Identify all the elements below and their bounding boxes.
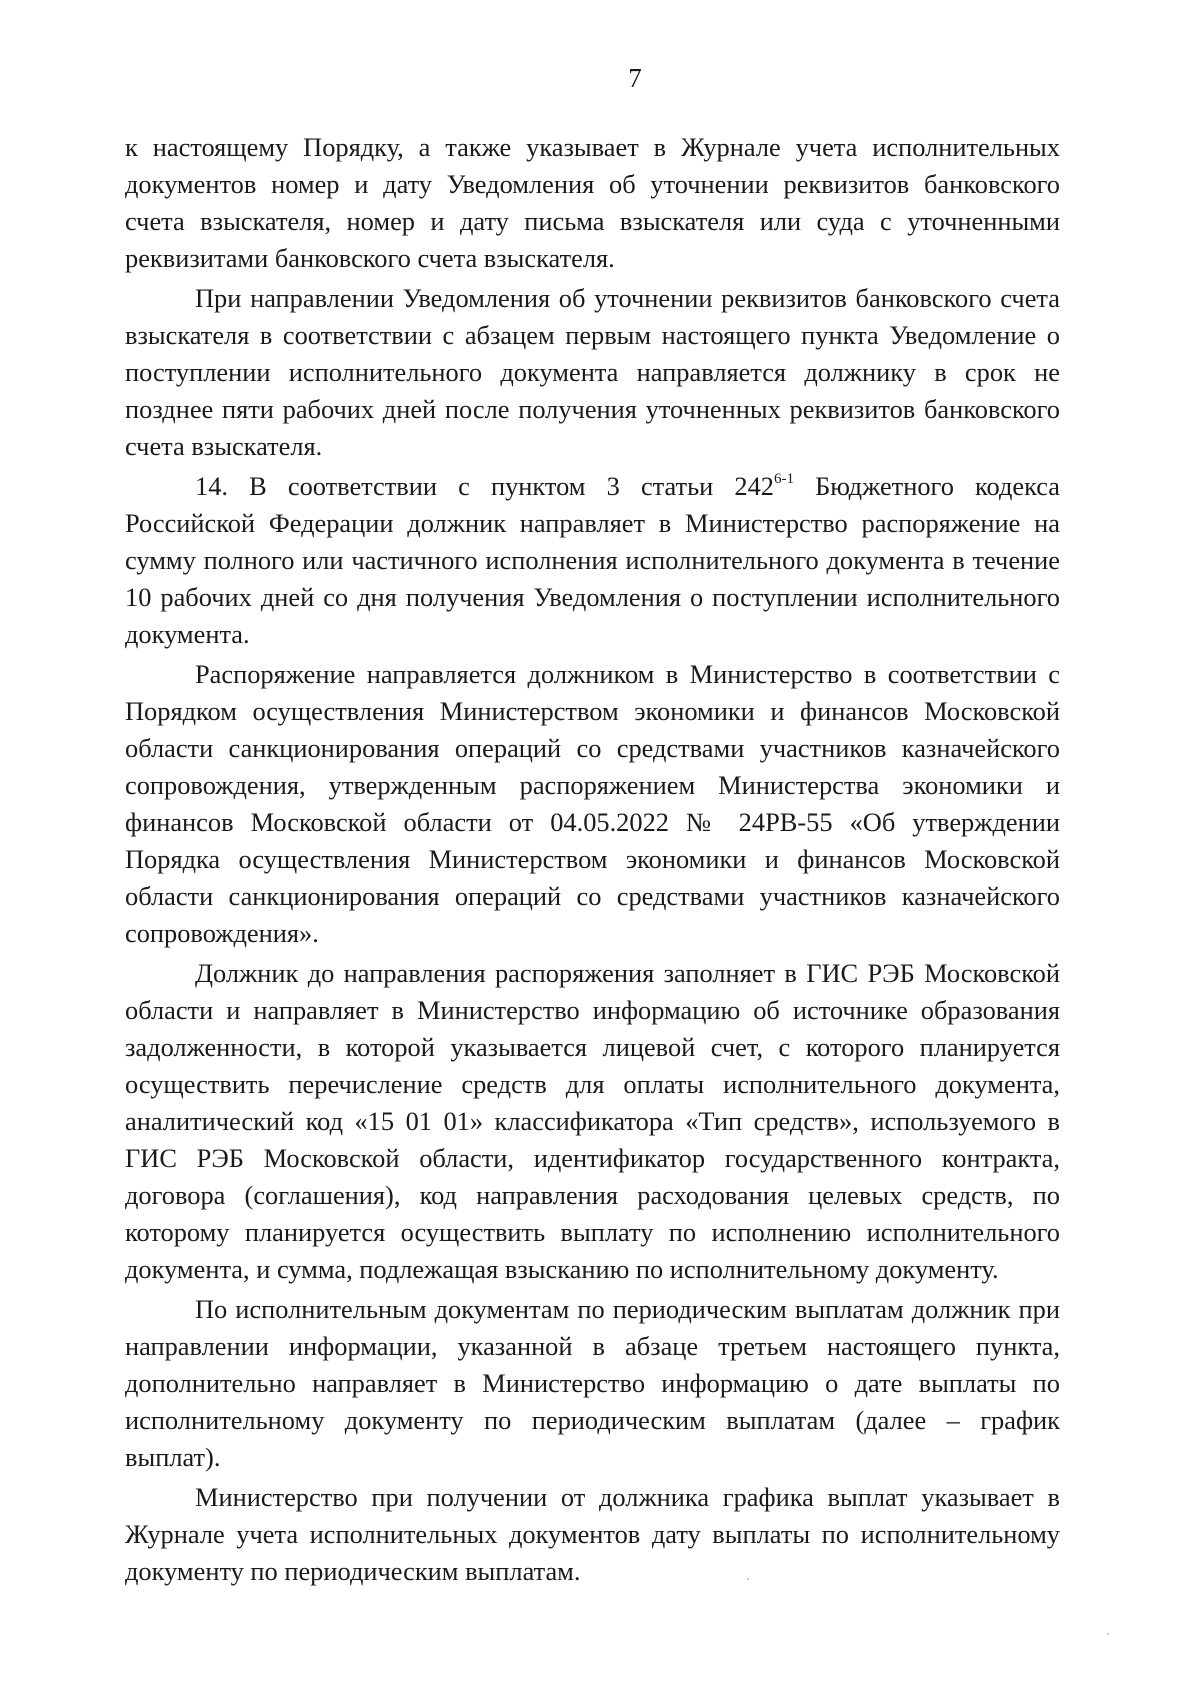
paragraph-debtor-information: Должник до направления распоряжения заполняет в ГИС РЭБ Московской области и направляет в Министерство информацию об источнике образования задолженности, в которой указывается лицевой счет, с которого планируется осуществить перечисление средств для оплаты исполнительного документа, аналитический код «15 01 01» классификатора «Тип средств», используемого в ГИС РЭБ Московской области, идентификатор государственного контракта, договора (соглашения), код направления расходования целевых средств, по которому планируется осуществить выплату по исполнению исполнительного документа, и сумма, подлежащая взысканию по исполнительному документу. [125, 958, 1060, 1284]
page-number: 7 [628, 63, 642, 93]
scan-speck [1107, 1633, 1109, 1635]
paragraph-item-14 [125, 468, 1060, 653]
paragraph-periodic-payments: По исполнительным документам по периодическим выплатам должник при направлении информации, указанной в абзаце третьем настоящего пункта, дополнительно направляет в Министерство информацию о дате выплаты по исполнительному документу по периодическим выплатам (далее – график выплат). [125, 1294, 1060, 1472]
paragraph-item-14-start: 14. В соответствии с пунктом 3 статьи 242 [195, 471, 774, 501]
scan-speck [747, 1578, 749, 1580]
paragraph-payment-schedule: Министерство при получении от должника графика выплат указывает в Журнале учета исполнительных документов дату выплаты по исполнительному документу по периодическим выплатам. [125, 1482, 1060, 1586]
paragraph-item-14-end: Бюджетного кодекса Российской Федерации должник направляет в Министерство распоряжение на сумму полного или частичного исполнения исполнительного документа в течение 10 рабочих дней со дня получения Уведомления о поступлении исполнительного документа. [125, 471, 1061, 649]
document-body [125, 129, 1060, 1590]
article-superscript: 6-1 [773, 471, 794, 487]
paragraph-notification-clarification: При направлении Уведомления об уточнении реквизитов банковского счета взыскателя в соответствии с абзацем первым настоящего пункта Уведомление о поступлении исполнительного документа направляется должнику в срок не позднее пяти рабочих дней после получения уточненных реквизитов банковского счета взыскателя. [125, 283, 1060, 461]
paragraph-continuation: к настоящему Порядку, а также указывает в Журнале учета исполнительных документов номер и дату Уведомления об уточнении реквизитов банковского счета взыскателя, номер и дату письма взыскателя или суда с уточненными реквизитами банковского счета взыскателя. [125, 132, 1060, 273]
paragraph-order-procedure: Распоряжение направляется должником в Министерство в соответствии с Порядком осуществления Министерством экономики и финансов Московской области санкционирования операций со средствами участников казначейского сопровождения, утвержденным распоряжением Министерства экономики и финансов Московской области от 04.05.2022 № 24РВ-55 «Об утверждении Порядка осуществления Министерством экономики и финансов Московской области санкционирования операций со средствами участников казначейского сопровождения». [125, 659, 1060, 948]
